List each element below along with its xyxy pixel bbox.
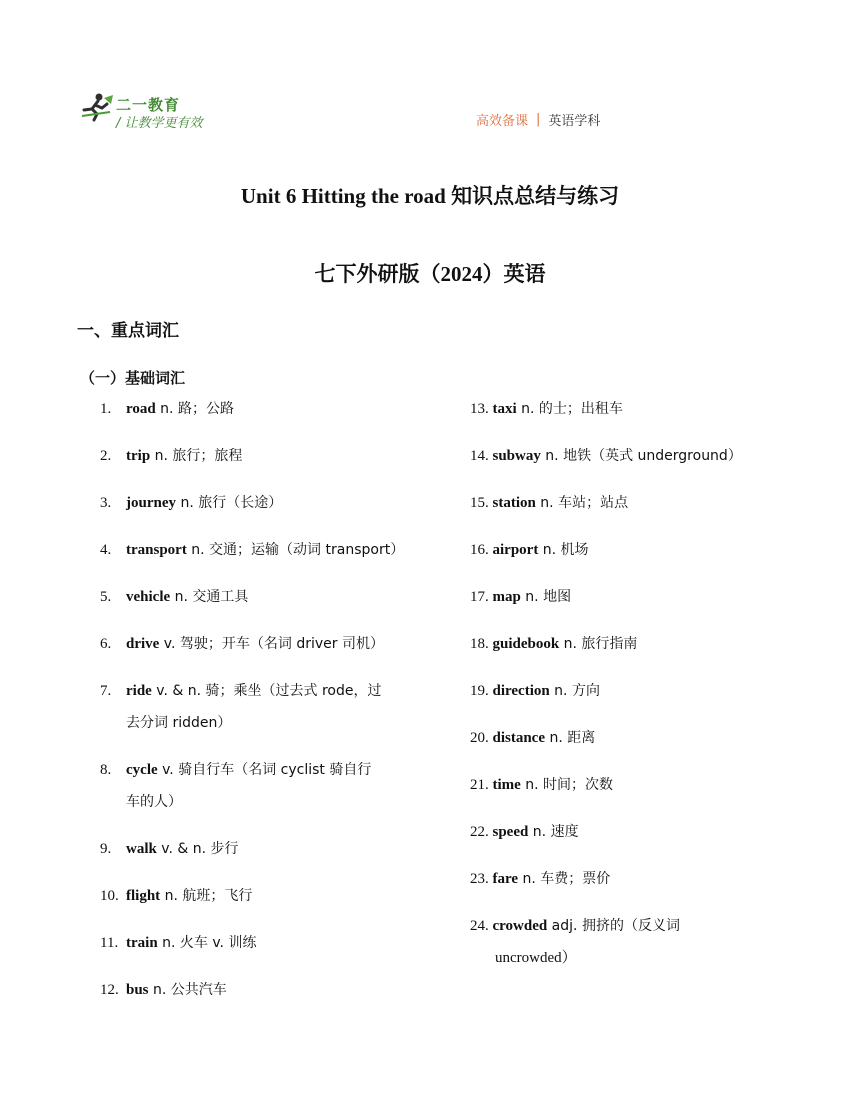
vocab-word: drive — [126, 636, 160, 652]
vocab-word: crowded — [492, 918, 548, 934]
vocab-definition: n. 旅行；旅程 — [150, 448, 243, 464]
item-number: 17. — [470, 589, 489, 605]
vocab-word: station — [492, 495, 536, 511]
section-heading: 一、重点词汇 — [77, 321, 179, 341]
header-separator: | — [536, 112, 541, 127]
vocab-item — [100, 487, 430, 519]
header-tag-subject: 英语学科 — [548, 114, 601, 129]
vocab-definition: v. & n. 骑；乘坐（过去式 rode，过 — [151, 683, 382, 699]
item-number: 3. — [100, 495, 112, 511]
vocab-definition: v. 骑自行车（名词 cyclist 骑自行 — [157, 762, 372, 778]
vocab-definition-continued: uncrowded） — [495, 950, 577, 966]
vocab-item — [100, 393, 430, 425]
vocab-word: trip — [126, 448, 151, 464]
item-number: 22. — [470, 824, 489, 840]
vocab-definition: n. 公共汽车 — [148, 982, 227, 998]
vocab-word: cycle — [126, 762, 158, 778]
subsection-heading: （一）基础词汇 — [80, 369, 186, 387]
vocab-word: time — [492, 777, 521, 793]
vocab-item — [100, 754, 430, 818]
vocab-item — [470, 722, 770, 754]
vocab-definition: n. 路；公路 — [155, 401, 234, 417]
vocab-word: direction — [492, 683, 550, 699]
item-number: 24. — [470, 918, 489, 934]
item-number: 13. — [470, 401, 489, 417]
item-number: 14. — [470, 448, 489, 464]
vocab-definition: n. 旅行指南 — [559, 636, 638, 652]
vocab-word: journey — [126, 495, 176, 511]
item-number: 6. — [100, 636, 112, 652]
header-tag-efficient: 高效备课 — [476, 114, 529, 129]
vocab-definition: n. 车站；站点 — [535, 495, 629, 511]
vocab-definition-continued: 车的人） — [126, 794, 182, 810]
vocab-definition: n. 地铁（英式 underground） — [540, 448, 742, 464]
vocab-definition: v. 驾驶；开车（名词 driver 司机） — [159, 636, 384, 652]
item-number: 18. — [470, 636, 489, 652]
vocab-item — [470, 816, 770, 848]
vocab-definition: n. 火车 v. 训练 — [157, 935, 257, 951]
runner-logo-icon — [80, 92, 114, 122]
item-number: 11. — [100, 935, 119, 951]
item-number: 15. — [470, 495, 489, 511]
item-number: 5. — [100, 589, 112, 605]
vocab-item — [100, 974, 430, 1006]
vocab-word: guidebook — [492, 636, 560, 652]
vocab-word: transport — [126, 542, 187, 558]
vocab-item — [100, 833, 430, 865]
item-number: 20. — [470, 730, 489, 746]
vocab-definition: n. 航班；飞行 — [160, 888, 253, 904]
vocab-item — [470, 393, 770, 425]
vocab-word: ride — [126, 683, 152, 699]
vocab-word: walk — [126, 841, 157, 857]
vocab-definition: n. 距离 — [545, 730, 596, 746]
vocab-word: speed — [492, 824, 529, 840]
item-number: 16. — [470, 542, 489, 558]
item-number: 19. — [470, 683, 489, 699]
vocab-definition: n. 旅行（长途） — [176, 495, 283, 511]
vocab-definition: n. 的士；出租车 — [516, 401, 623, 417]
vocab-definition: n. 车费；票价 — [518, 871, 611, 887]
vocab-word: airport — [492, 542, 539, 558]
vocab-definition: v. & n. 步行 — [156, 841, 239, 857]
vocab-item — [100, 675, 430, 739]
vocab-definition: n. 时间；次数 — [520, 777, 614, 793]
vocab-definition: n. 方向 — [549, 683, 600, 699]
vocab-word: vehicle — [126, 589, 171, 605]
vocab-word: fare — [492, 871, 519, 887]
item-number: 2. — [100, 448, 112, 464]
vocab-word: train — [126, 935, 158, 951]
vocab-item — [470, 534, 770, 566]
page-subtitle: 七下外研版（2024）英语 — [314, 262, 546, 286]
vocab-item — [470, 581, 770, 613]
vocab-item — [100, 440, 430, 472]
logo-brand: 二一教育 — [116, 96, 181, 114]
vocab-definition: n. 交通；运输（动词 transport） — [186, 542, 405, 558]
vocab-definition: n. 机场 — [538, 542, 589, 558]
vocab-word: taxi — [492, 401, 517, 417]
vocab-word: map — [492, 589, 521, 605]
vocab-definition: adj. 拥挤的（反义词 — [547, 918, 680, 934]
vocab-item — [100, 880, 430, 912]
vocab-word: distance — [492, 730, 545, 746]
vocab-word: flight — [126, 888, 161, 904]
vocab-item — [470, 487, 770, 519]
vocab-item — [470, 863, 770, 895]
item-number: 21. — [470, 777, 489, 793]
vocab-item — [100, 534, 430, 566]
vocab-item — [470, 440, 770, 472]
item-number: 1. — [100, 401, 112, 417]
vocab-word: road — [126, 401, 156, 417]
item-number: 8. — [100, 762, 112, 778]
vocab-definition: n. 地图 — [520, 589, 572, 605]
vocab-item — [470, 910, 770, 974]
item-number: 12. — [100, 982, 119, 998]
vocab-item — [100, 628, 430, 660]
item-number: 4. — [100, 542, 112, 558]
vocab-word: bus — [126, 982, 149, 998]
page-title: Unit 6 Hitting the road 知识点总结与练习 — [240, 184, 620, 208]
vocab-definition: n. 交通工具 — [170, 589, 249, 605]
vocab-item — [470, 769, 770, 801]
logo — [80, 92, 250, 132]
vocab-item — [470, 628, 770, 660]
vocab-item — [100, 581, 430, 613]
vocab-word: subway — [492, 448, 541, 464]
item-number: 9. — [100, 841, 112, 857]
header-tags — [476, 110, 600, 129]
item-number: 7. — [100, 683, 112, 699]
vocab-definition-continued: 去分词 ridden） — [126, 715, 232, 731]
vocab-definition: n. 速度 — [528, 824, 579, 840]
vocab-item — [100, 927, 430, 959]
logo-slogan: / 让教学更有效 — [116, 116, 203, 131]
vocab-item — [470, 675, 770, 707]
item-number: 10. — [100, 888, 119, 904]
item-number: 23. — [470, 871, 489, 887]
